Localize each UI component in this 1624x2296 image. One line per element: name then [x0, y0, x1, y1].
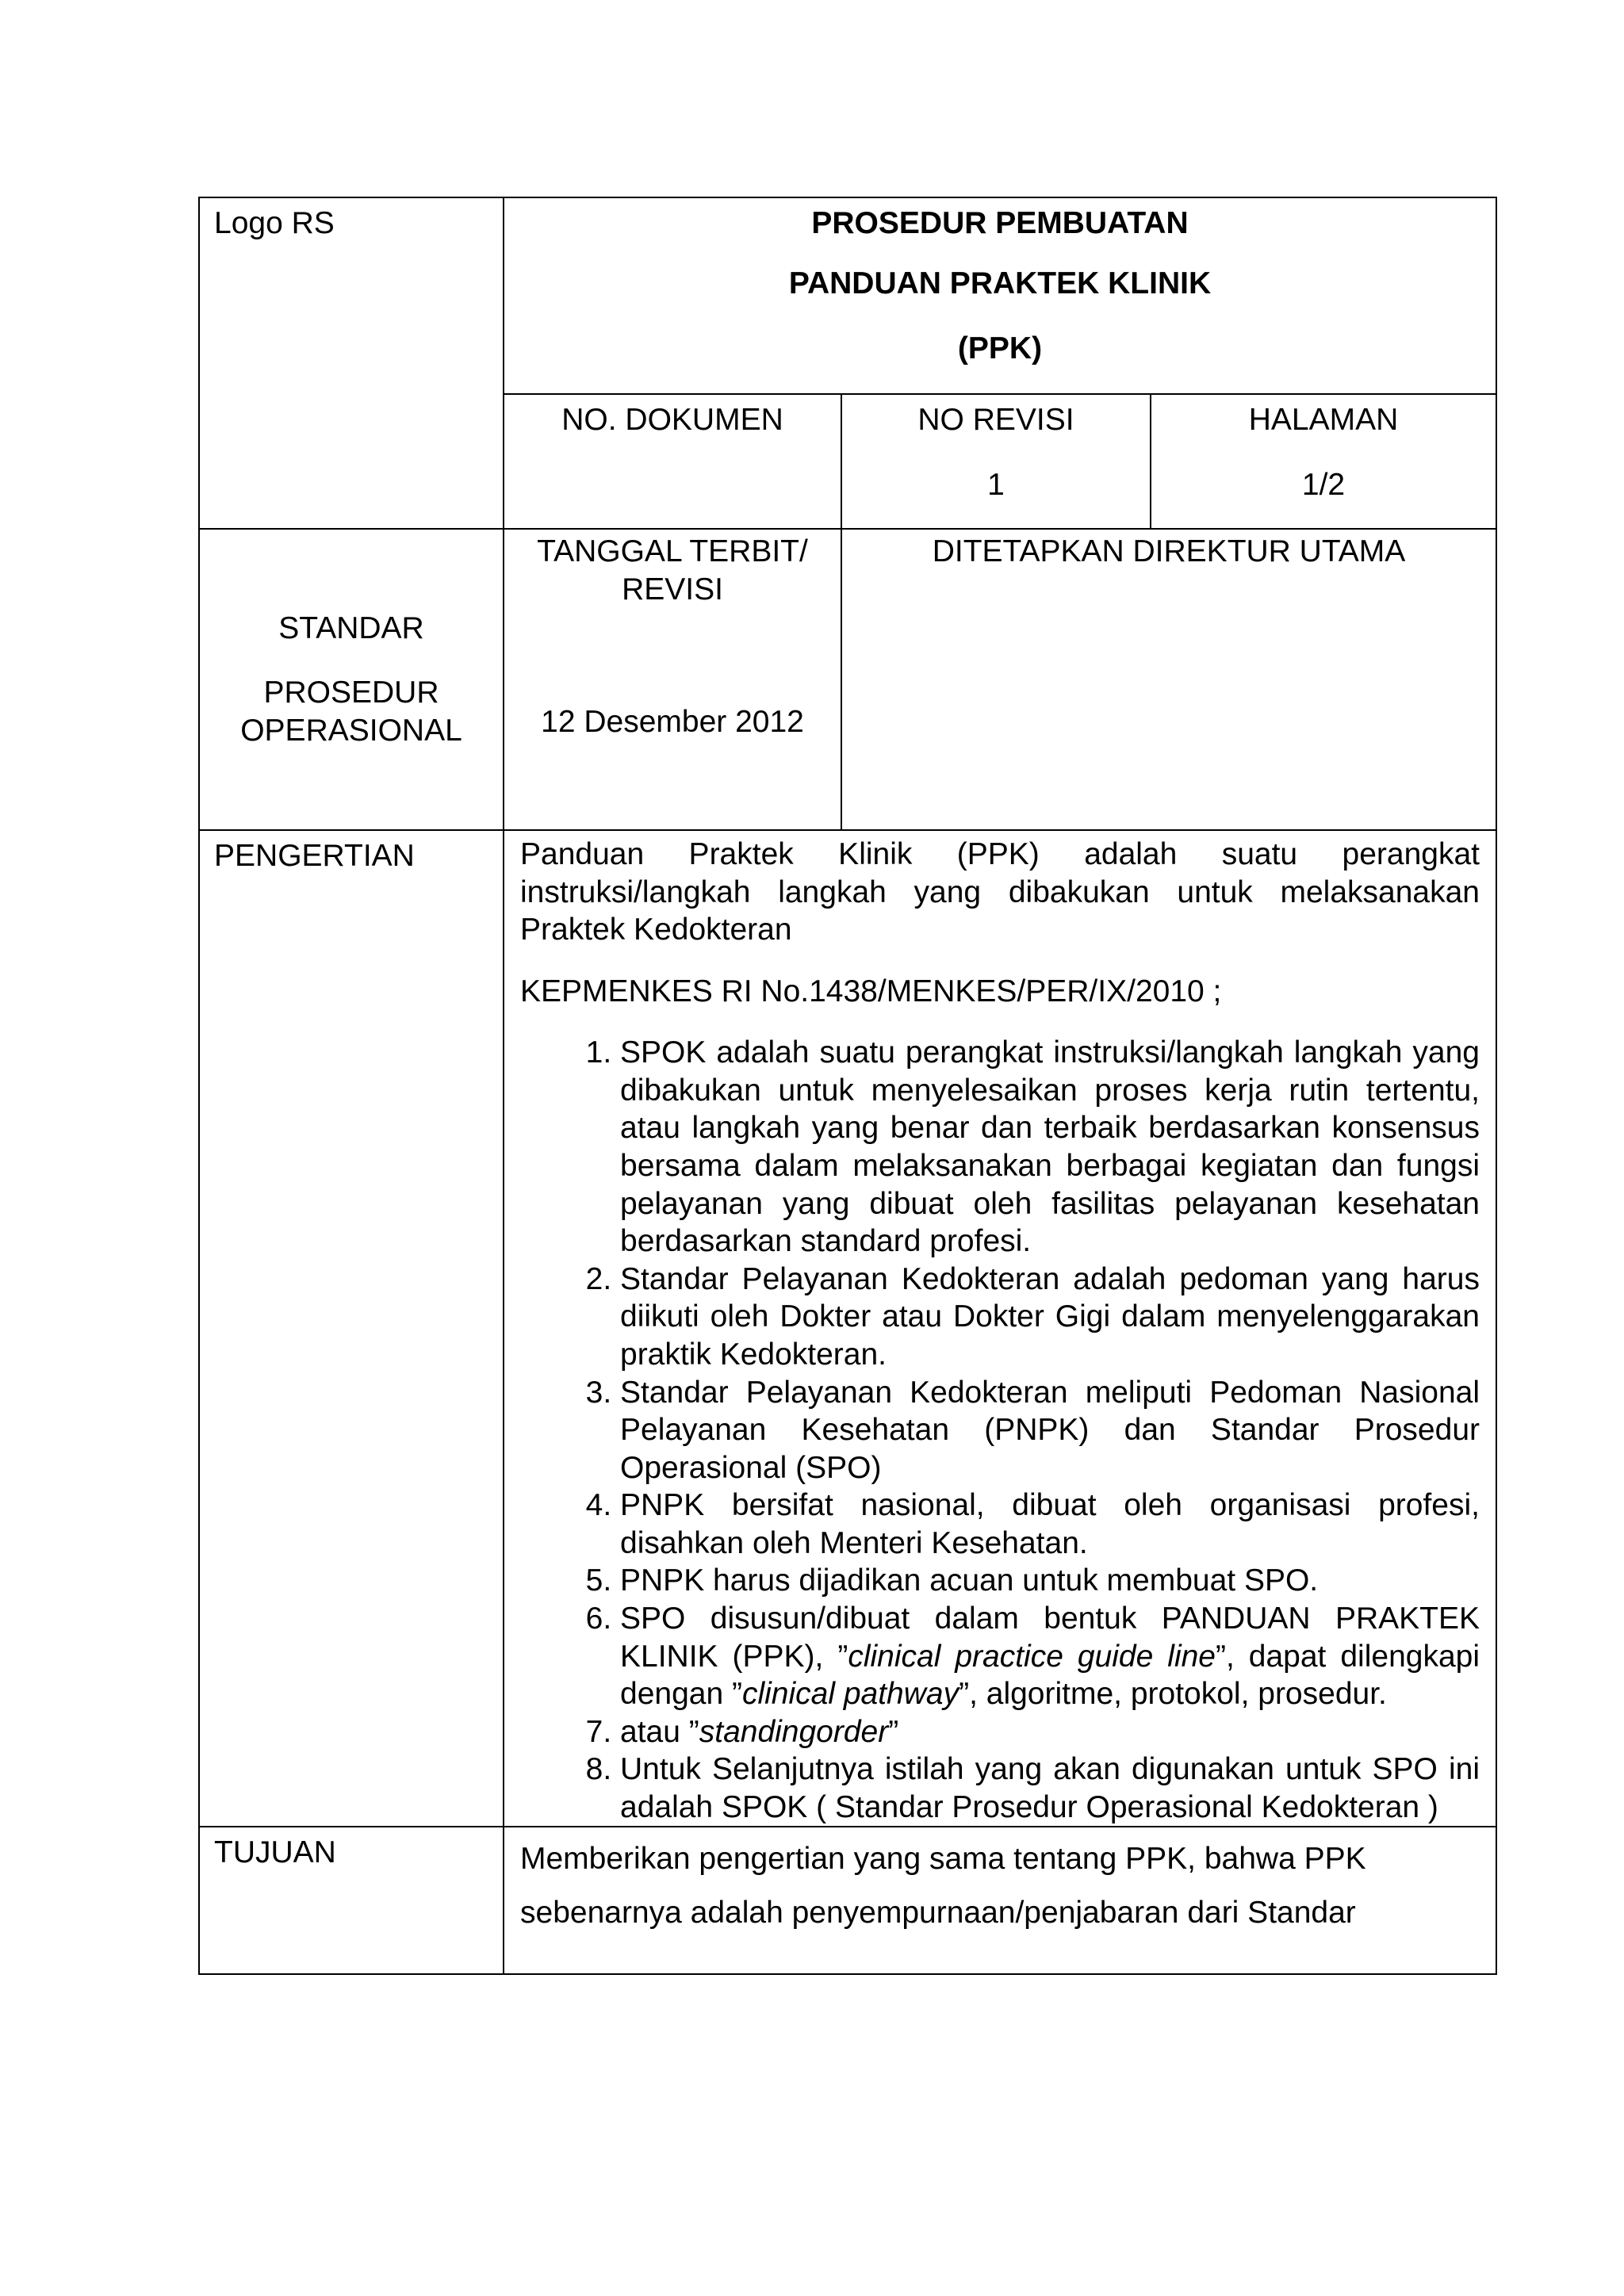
tujuan-label: TUJUAN: [214, 1835, 336, 1870]
logo-cell: [199, 197, 504, 529]
logo-placeholder: Logo RS: [214, 206, 335, 240]
title-line-3: (PPK): [957, 331, 1043, 365]
list-item: [620, 1713, 1480, 1751]
pengertian-row: [199, 830, 1496, 1827]
pengertian-label-cell: [199, 830, 504, 1827]
list-item-text: SPO disusun/dibuat dalam bentuk PANDUAN PRAKTEK KLINIK (PPK), ”: [620, 1601, 1480, 1674]
issue-date-label-line-2: REVISI: [622, 572, 723, 607]
tujuan-text-line-2: sebenarnya adalah penyempurnaan/penjabaran dari Standar: [520, 1896, 1356, 1931]
sop-document-table: [198, 197, 1497, 1975]
spo-label-cell: [199, 529, 504, 830]
italic-term: clinical pathway: [741, 1677, 959, 1712]
definition-list: [520, 1034, 1480, 1826]
page-label: HALAMAN: [1248, 403, 1399, 437]
list-item: 5. PNPK harus dijadikan acuan untuk membuat SPO.: [620, 1562, 1480, 1600]
document-title: [504, 197, 1496, 394]
spo-label-line-3: OPERASIONAL: [240, 713, 462, 748]
regulation-reference: KEPMENKES RI No.1438/MENKES/PER/IX/2010 ;: [520, 974, 1222, 1008]
tujuan-text-line-1: Memberikan pengertian yang sama tentang PPK, bahwa PPK: [520, 1842, 1366, 1877]
director-approval-cell: [841, 529, 1496, 830]
list-item: 8. Untuk Selanjutnya istilah yang akan digunakan untuk SPO ini adalah SPOK ( Standar Prosedur Operasional Kedokteran ): [620, 1751, 1480, 1826]
revision-value: 1: [987, 467, 1005, 502]
title-line-1: PROSEDUR PEMBUATAN: [811, 206, 1189, 240]
issue-date-label-line-1: TANGGAL TERBIT/: [537, 534, 808, 568]
italic-term: standingorder: [699, 1714, 889, 1749]
list-item: 2. Standar Pelayanan Kedokteran adalah pedoman yang harus diikuti oleh Dokter atau Dokter Gigi dalam menyelenggarakan praktik Kedokteran.: [620, 1261, 1480, 1374]
list-item: 3. Standar Pelayanan Kedokteran meliputi Pedoman Nasional Pelayanan Kesehatan (PNPK) dan Standar Prosedur Operasional (SPO): [620, 1374, 1480, 1487]
list-item-text: atau ”: [620, 1714, 699, 1749]
list-item-text: ”, dapat dilengkapi dengan ”: [620, 1639, 1480, 1712]
issue-date-value: 12 Desember 2012: [541, 705, 804, 740]
spo-label-line-2: PROSEDUR: [263, 675, 439, 710]
list-item-text: ”, algoritme, protokol, prosedur.: [959, 1677, 1387, 1712]
pengertian-content-cell: [504, 830, 1496, 1827]
page-cell: [1151, 394, 1496, 529]
list-item-text: ”: [888, 1714, 899, 1749]
document-number-label: NO. DOKUMEN: [561, 403, 783, 437]
tujuan-label-cell: [199, 1827, 504, 1974]
document-number-cell: [504, 394, 841, 529]
page-value: 1/2: [1301, 467, 1346, 502]
list-item: [620, 1600, 1480, 1713]
list-item: 4. PNPK bersifat nasional, dibuat oleh organisasi profesi, disahkan oleh Menteri Kesehatan.: [620, 1487, 1480, 1562]
header-row: [199, 197, 1496, 394]
spo-row: [199, 529, 1496, 830]
pengertian-label: PENGERTIAN: [214, 839, 415, 873]
revision-cell: [841, 394, 1151, 529]
spo-label-line-1: STANDAR: [278, 610, 424, 645]
list-item: 1. SPOK adalah suatu perangkat instruksi/langkah langkah yang dibakukan untuk menyelesaikan proses kerja rutin tertentu, atau langkah yang benar dan terbaik berdasarkan konsensus bersama dalam melaksanakan berbagai kegiatan dan fungsi pelayanan yang dibuat oleh fasilitas pelayanan kesehatan berdasarkan standard profesi.: [620, 1034, 1480, 1260]
issue-date-cell: [504, 529, 841, 830]
revision-label: NO REVISI: [917, 403, 1074, 437]
director-approval-label: DITETAPKAN DIREKTUR UTAMA: [932, 534, 1406, 568]
tujuan-content-cell: [504, 1827, 1496, 1974]
tujuan-row: [199, 1827, 1496, 1974]
italic-term: clinical practice guide line: [848, 1639, 1216, 1674]
ppk-definition: Panduan Praktek Klinik (PPK) adalah suatu perangkat instruksi/langkah langkah yang dibakukan untuk melaksanakan Praktek Kedokteran: [520, 837, 1480, 947]
title-line-2: PANDUAN PRAKTEK KLINIK: [788, 266, 1212, 300]
